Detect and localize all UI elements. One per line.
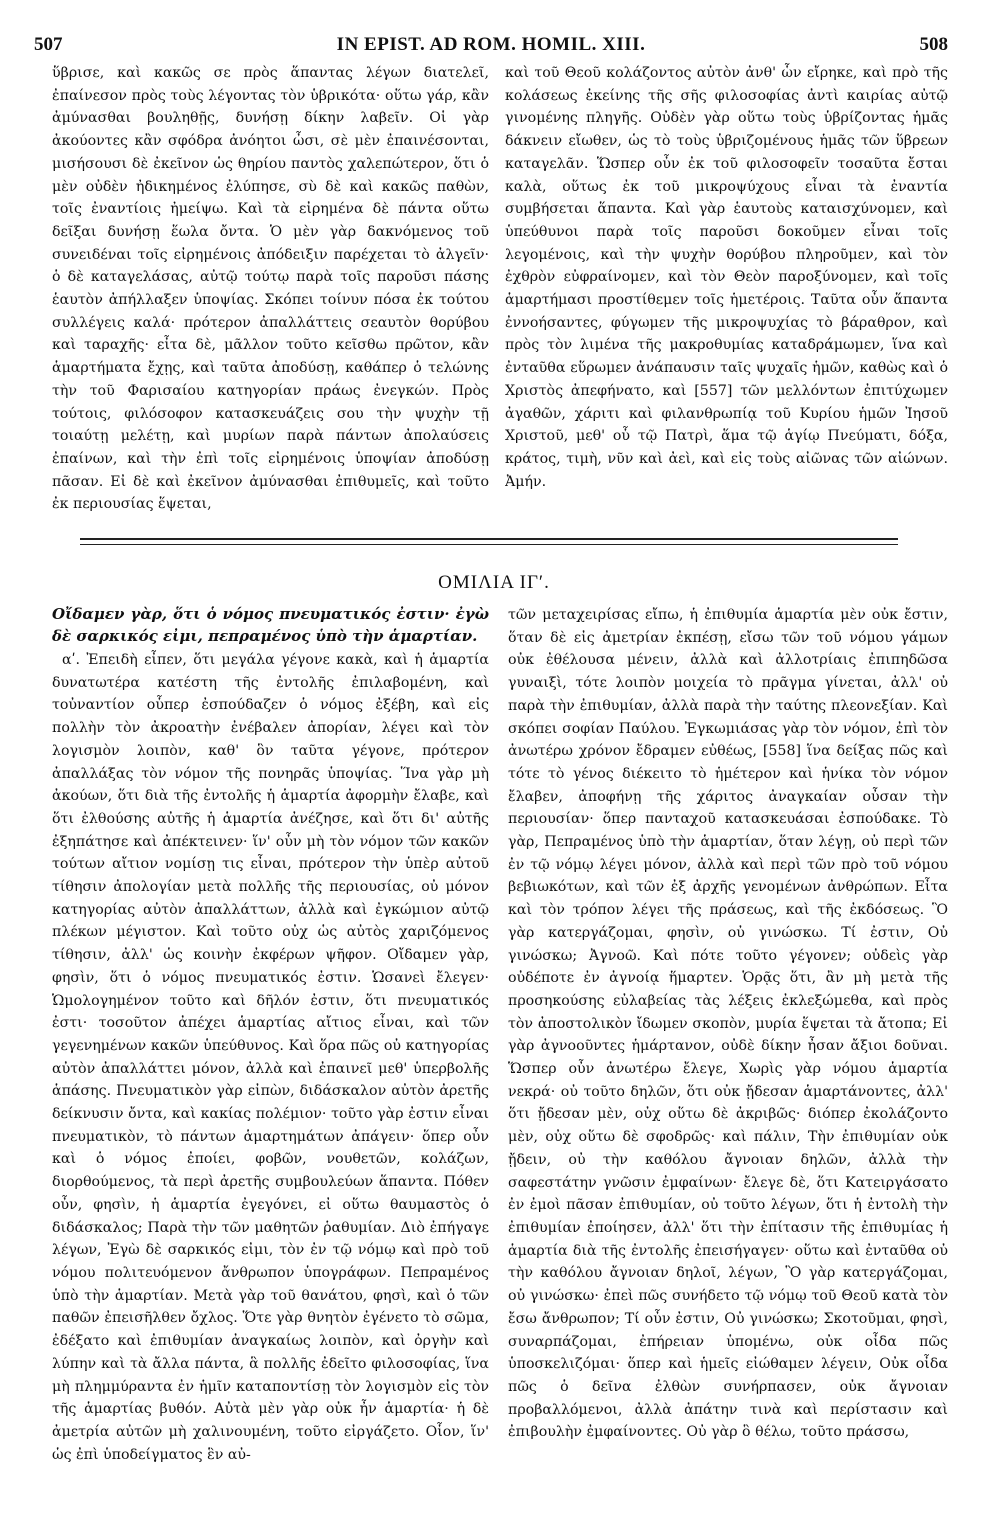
top-column-right bbox=[505, 62, 948, 527]
running-header bbox=[34, 34, 948, 58]
top-column-left bbox=[52, 62, 489, 527]
paragraph: τῶν μεταχειρίσας εἴπω, ἡ ἐπιθυμία ἁμαρτία μὲν οὐκ ἔστιν, ὅταν δὲ εἰς ἀμετρίαν ἐκπέσῃ, εἴσω τῶν τοῦ νόμου γάμων οὐκ ἐθέλουσα μένειν, ἀλλὰ καὶ ἀλλοτρίαις ἐπιπηδῶσα γυναιξὶ, τότε λοιπὸν μοιχεία τὸ πρᾶγμα γίνεται, ἀλλ' οὐ παρὰ τὴν ἐπιθυμίαν, ἀλλὰ παρὰ τὴν ταύτης πλεονεξίαν. Καὶ σκόπει σοφίαν Παύλου. Ἐγκωμιάσας γὰρ τὸν νόμον, ἐπὶ τὸν ἀνωτέρω χρόνον ἔδραμεν εὐθέως, [558] ἵνα δείξας πῶς καὶ τότε τὸ γένος διέκειτο τὸ ἡμέτερον καὶ ἡνίκα τὸν νόμον ἔλαβεν, ἀποφήνῃ τῆς χάριτος ἀναγκαίαν οὖσαν τὴν περιουσίαν· ὅπερ πανταχοῦ κατασκευάσαι ἐσπούδακε. Τὸ γὰρ, Πεπραμένος ὑπὸ τὴν ἁμαρτίαν, ὅταν λέγῃ, οὐ περὶ τῶν ἐν τῷ νόμῳ λέγει μόνον, ἀλλὰ καὶ περὶ τῶν πρὸ τοῦ νόμου βεβιωκότων, καὶ τῶν ἐξ ἀρχῆς γενομένων ἀνθρώπων. Εἶτα καὶ τὸν τρόπον λέγει τῆς πράσεως, καὶ τῆς ἐκδόσεως. Ὃ γὰρ κατεργάζομαι, φησὶν, οὐ γινώσκω. Τί ἐστιν, Οὐ γινώσκω; Ἀγνοῶ. Καὶ πότε τοῦτο γέγονεν; οὐδεὶς γὰρ οὐδέποτε ἐν ἀγνοίᾳ ἥμαρτεν. Ὁρᾷς ὅτι, ἂν μὴ μετὰ τῆς προσηκούσης εὐλαβείας τὰς λέξεις ἐκλεξώμεθα, καὶ πρὸς τὸν ἀποστολικὸν ἴδωμεν σκοπὸν, μυρία ἕψεται τὰ ἄτοπα; Εἰ γὰρ ἀγνοοῦντες ἡμάρτανον, οὐδὲ δίκην ἦσαν ἄξιοι δοῦναι. Ὥσπερ οὖν ἀνωτέρω ἔλεγε, Χωρὶς γὰρ νόμου ἁμαρτία νεκρά· οὐ τοῦτο δηλῶν, ὅτι οὐκ ᾔδεσαν ἁμαρτάνοντες, ἀλλ' ὅτι ᾔδεσαν μὲν, οὐχ οὕτω δὲ ἀκριβῶς· διόπερ ἐκολάζοντο μὲν, οὐχ οὕτω δὲ σφοδρῶς· καὶ πάλιν, Τὴν ἐπιθυμίαν οὐκ ᾔδειν, οὐ τὴν καθόλου ἄγνοιαν δηλῶν, ἀλλὰ τὴν σαφεστάτην γνῶσιν ἐμφαίνων· ἔλεγε δὲ, ὅτι Κατειργάσατο ἐν ἐμοὶ πᾶσαν ἐπιθυμίαν, οὐ τοῦτο λέγων, ὅτι ἡ ἐντολὴ τὴν ἐπιθυμίαν ἐποίησεν, ἀλλ' ὅτι τὴν ἐπίτασιν τῆς ἐπιθυμίας ἡ ἁμαρτία διὰ τῆς ἐντολῆς ἐπεισήγαγεν· οὕτω καὶ ἐνταῦθα οὐ τὴν καθόλου ἄγνοιαν δηλοῖ, λέγων, Ὃ γὰρ κατεργάζομαι, οὐ γινώσκω· ἐπεὶ πῶς συνήδετο τῷ νόμῳ τοῦ Θεοῦ κατὰ τὸν ἔσω ἄνθρωπον; Τί οὖν ἐστιν, Οὐ γινώσκω; Σκοτοῦμαι, φησὶ, συναρπάζομαι, ἐπήρειαν ὑπομένω, οὐκ οἶδα πῶς ὑποσκελιζόμαι· ὅπερ καὶ ἡμεῖς εἰώθαμεν λέγειν, Οὐκ οἶδα πῶς ὁ δεῖνα ἐλθὼν συνήρπασεν, οὐκ ἄγνοιαν προβαλλόμενοι, ἀλλὰ ἀπάτην τινὰ καὶ περίστασιν καὶ ἐπιβουλὴν ἐμφαίνοντες. Οὐ γὰρ ὃ θέλω, τοῦτο πράσσω, bbox=[508, 607, 948, 1441]
page-number-right: 508 bbox=[919, 34, 948, 55]
section-divider-thin bbox=[80, 544, 898, 545]
homily-column-left bbox=[52, 604, 489, 1530]
scripture-lemma: Οἴδαμεν γὰρ, ὅτι ὁ νόμος πνευματικός ἐστιν· ἐγὼ δὲ σαρκικός εἰμι, πεπραμένος ὑπὸ τὴν ἁμαρτίαν. bbox=[52, 605, 489, 645]
page-number-left: 507 bbox=[34, 34, 63, 55]
homily-title: ΟΜΙΛΙΑ ΙΓʹ. bbox=[438, 572, 550, 593]
section-divider-thick bbox=[80, 538, 898, 540]
paragraph: αʹ. Ἐπειδὴ εἶπεν, ὅτι μεγάλα γέγονε κακὰ, καὶ ἡ ἁμαρτία δυνατωτέρα κατέστη τῆς ἐντολῆς ἐπιλαβομένη, καὶ τοὐναντίον οὗπερ ἐσπούδαζεν ὁ νόμος ἐξέβη, καὶ εἰς πολλὴν τὸν ἀκροατὴν ἐνέβαλεν ἀπορίαν, λέγει καὶ τὸν λογισμὸν λοιπὸν, καθ' ὃν ταῦτα γέγονε, πρότερον ἀπαλλάξας τὸν νόμον τῆς πονηρᾶς ὑποψίας. Ἵνα γὰρ μὴ ἀκούων, ὅτι διὰ τῆς ἐντολῆς ἡ ἁμαρτία ἀφορμὴν ἔλαβε, καὶ ὅτι ἐλθούσης αὐτῆς ἡ ἁμαρτία ἀνέζησε, καὶ ὅτι δι' αὐτῆς ἐξηπάτησε καὶ ἀπέκτεινεν· ἵν' οὖν μὴ τὸν νόμον τῶν κακῶν τούτων αἴτιον νομίσῃ τις εἶναι, πρότερον τὴν ὑπὲρ αὐτοῦ τίθησιν ἀπολογίαν μετὰ πολλῆς τῆς περιουσίας, οὐ μόνον κατηγορίας αὐτὸν ἀπαλλάττων, ἀλλὰ καὶ ἐγκώμιον αὐτῷ πλέκων μέγιστον. Καὶ τοῦτο οὐχ ὡς αὐτὸς χαριζόμενος τίθησιν, ἀλλ' ὡς κοινὴν ἐκφέρων ψῆφον. Οἴδαμεν γὰρ, φησὶν, ὅτι ὁ νόμος πνευματικός ἐστιν. Ὡσανεὶ ἔλεγεν· Ὡμολογημένον τοῦτο καὶ δῆλόν ἐστιν, ὅτι πνευματικός ἐστι· τοσοῦτον ἀπέχει ἁμαρτίας αἴτιος εἶναι, καὶ τῶν γεγενημένων κακῶν ὑπεύθυνος. Καὶ ὅρα πῶς οὐ κατηγορίας αὐτὸν ἀπαλλάττει μόνον, ἀλλὰ καὶ ἐπαινεῖ μεθ' ὑπερβολῆς ἁπάσης. Πνευματικὸν γὰρ εἰπὼν, διδάσκαλον αὐτὸν ἀρετῆς δείκνυσιν ὄντα, καὶ κακίας πολέμιον· τοῦτο γὰρ ἐστιν εἶναι πνευματικὸν, τὸ πάντων ἁμαρτημάτων ἀπάγειν· ὅπερ οὖν καὶ ὁ νόμος ἐποίει, φοβῶν, νουθετῶν, κολάζων, διορθούμενος, τὰ περὶ ἀρετῆς συμβουλεύων ἅπαντα. Πόθεν οὖν, φησὶν, ἡ ἁμαρτία ἐγεγόνει, εἰ οὕτω θαυμαστὸς ὁ διδάσκαλος; Παρὰ τὴν τῶν μαθητῶν ῥαθυμίαν. Διὸ ἐπήγαγε λέγων, Ἐγὼ δὲ σαρκικός εἰμι, τὸν ἐν τῷ νόμῳ καὶ πρὸ τοῦ νόμου πολιτευόμενον ἄνθρωπον ὑπογράφων. Πεπραμένος ὑπὸ τὴν ἁμαρτίαν. Μετὰ γὰρ τοῦ θανάτου, φησὶ, καὶ ὁ τῶν παθῶν ἐπεισῆλθεν ὄχλος. Ὅτε γὰρ θνητὸν ἐγένετο τὸ σῶμα, ἐδέξατο καὶ ἐπιθυμίαν ἀναγκαίως λοιπὸν, καὶ ὀργὴν καὶ λύπην καὶ τὰ ἄλλα πάντα, ἃ πολλῆς ἐδεῖτο φιλοσοφίας, ἵνα μὴ πλημμύραντα ἐν ἡμῖν καταποντίσῃ τὸν λογισμὸν εἰς τὸν τῆς ἁμαρτίας βυθόν. Αὐτὰ μὲν γὰρ οὐκ ἦν ἁμαρτία· ἡ δὲ ἀμετρία αὐτῶν μὴ χαλινουμένη, τοῦτο εἰργάζετο. Οἷον, ἵν' ὡς ἐπὶ ὑποδείγματος ἓν αὐ- bbox=[52, 652, 489, 1463]
homily-column-right bbox=[508, 604, 948, 1530]
paragraph: καὶ τοῦ Θεοῦ κολάζοντος αὐτὸν ἀνθ' ὧν εἴρηκε, καὶ πρὸ τῆς κολάσεως ἐκείνης τῆς σῆς φιλοσοφίας ἀντὶ καιρίας αὐτῷ γινομένης πληγῆς. Οὐδὲν γὰρ οὕτω τοὺς ὑβρίζοντας ἡμᾶς δάκνειν εἴωθεν, ὡς τὸ τοὺς ὑβριζομένους ἡμᾶς τῶν ὕβρεων καταγελᾶν. Ὥσπερ οὖν ἐκ τοῦ φιλοσοφεῖν τοσαῦτα ἔσται καλὰ, οὕτως ἐκ τοῦ μικροψύχους εἶναι τὰ ἐναντία συμβήσεται ἅπαντα. Καὶ γὰρ ἑαυτοὺς καταισχύνομεν, καὶ ὑπεύθυνοι παρὰ τοῖς παροῦσι δοκοῦμεν εἶναι τοῖς λεγομένοις, καὶ τὴν ψυχὴν θορύβου πληροῦμεν, καὶ τὸν ἐχθρὸν εὐφραίνομεν, καὶ τὸν Θεὸν παροξύνομεν, καὶ τοῖς ἁμαρτήμασι προστίθεμεν τοῖς ἡμετέροις. Ταῦτα οὖν ἅπαντα ἐννοήσαντες, φύγωμεν τῆς μικροψυχίας τὸ βάραθρον, καὶ πρὸς τὸν λιμένα τῆς μακροθυμίας καταδράμωμεν, ἵνα καὶ ἐνταῦθα εὕρωμεν ἀνάπαυσιν ταῖς ψυχαῖς ἡμῶν, καθὼς καὶ ὁ Χριστὸς ἀπεφήνατο, καὶ [557] τῶν μελλόντων ἐπιτύχωμεν ἀγαθῶν, χάριτι καὶ φιλανθρωπίᾳ τοῦ Κυρίου ἡμῶν Ἰησοῦ Χριστοῦ, μεθ' οὗ τῷ Πατρὶ, ἅμα τῷ ἁγίῳ Πνεύματι, δόξα, κράτος, τιμὴ, νῦν καὶ ἀεὶ, καὶ εἰς τοὺς αἰῶνας τῶν αἰώνων. Ἀμήν. bbox=[505, 65, 948, 490]
running-title: IN EPIST. AD ROM. HOMIL. XIII. bbox=[336, 34, 646, 55]
paragraph: ὕβρισε, καὶ κακῶς σε πρὸς ἅπαντας λέγων διατελεῖ, ἐπαίνεσον πρὸς τοὺς λέγοντας τὸν ὑβρικότα· οὕτω γάρ, κἂν ἀμύνασθαι βουληθῇς, δυνήσῃ δίκην λαβεῖν. Οἱ γὰρ ἀκούοντες κἂν σφόδρα ἀνόητοι ὦσι, σὲ μὲν ἐπαινέσονται, μισήσουσι δὲ ἐκεῖνον ὡς θηρίου παντὸς χαλεπώτερον, ὅτι ὁ μὲν οὐδὲν ἠδικημένος ἐλύπησε, σὺ δὲ καὶ κακῶς παθὼν, τοῖς ἐναντίοις ἠμείψω. Καὶ τὰ εἰρημένα δὲ πάντα οὕτω δεῖξαι δυνήσῃ ἕωλα ὄντα. Ὁ μὲν γὰρ δακνόμενος τοῦ συνειδέναι τοῖς εἰρημένοις ἀπόδειξιν παρέχεται τὸ ἀλγεῖν· ὁ δὲ καταγελάσας, αὐτῷ τούτῳ παρὰ τοῖς παροῦσι πάσης ἑαυτὸν ἀπήλλαξεν ὑποψίας. Σκόπει τοίνυν πόσα ἐκ τούτου συλλέγεις καλά· πρότερον ἀπαλλάττεις σεαυτὸν θορύβου καὶ ταραχῆς· εἶτα δὲ, μᾶλλον τοῦτο κεῖσθω πρῶτον, κἂν ἁμαρτήματα ἔχῃς, καὶ ταῦτα ἀποδύσῃ, καθάπερ ὁ τελώνης τὴν τοῦ Φαρισαίου κατηγορίαν πράως ἐνεγκών. Πρὸς τούτοις, φιλόσοφον κατασκευάζεις σου τὴν ψυχὴν τῇ τοιαύτῃ μελέτῃ, καὶ μυρίων παρὰ πάντων ἀπολαύσεις ἐπαίνων, καὶ τὴν ἐπὶ τοῖς εἰρημένοις ὑποψίαν ἀποδύσῃ πᾶσαν. Εἰ δὲ καὶ ἐκεῖνον ἀμύνασθαι ἐπιθυμεῖς, καὶ τοῦτο ἐκ περιουσίας ἕψεται, bbox=[52, 65, 489, 513]
